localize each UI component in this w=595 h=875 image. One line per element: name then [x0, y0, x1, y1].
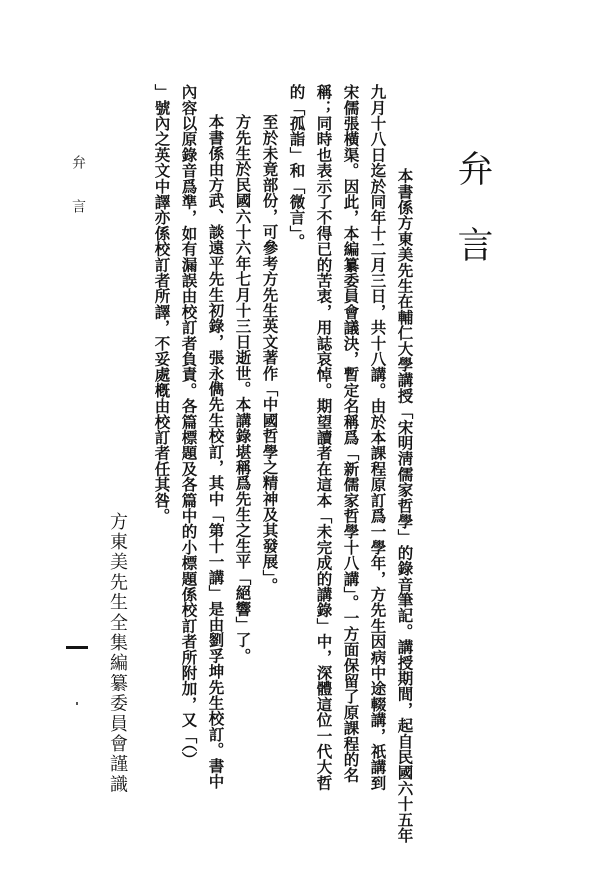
attribution: 方東美先生全集編纂委員會謹識	[107, 512, 128, 795]
text-column: 至於未竟部份，可參考方先生英文著作「中國哲學之精神及其發展」。	[260, 114, 280, 593]
page-number	[66, 646, 88, 649]
text-column: 」號內之英文中譯亦係校訂者所譯，不妥處槪由校訂者任其咎。	[152, 84, 172, 524]
text-column: 內容以原錄音爲準，如有漏誤由校訂者負責。各篇標題及各篇中的小標題係校訂者所附加，又「（）	[179, 84, 199, 768]
running-head: 弁言	[70, 155, 86, 243]
text-column: 的「孤詣」和「微言」。	[287, 84, 307, 249]
page-title: 弁言	[452, 150, 493, 302]
text-column: 本書係方東美先生在輔仁大學講授「宋明淸儒家哲學」的錄音筆記。講授期間，起自民國六十五年	[395, 168, 415, 844]
text-column: 方先生於民國六十六年七月十三日逝世。本講錄堪稱爲先生之生平「絕響」了。	[233, 114, 253, 664]
text-column: 九月十八日迄於同年十二月三日，共十八講。由於本課程原訂爲一學年，方先生因病中途輟講，祇講到	[368, 84, 388, 791]
text-column: 宋儒張橫渠。因此，本編纂委員會議決，暫定名稱爲「新儒家哲學十八講」。一方面保留了原課程的名	[341, 84, 361, 783]
text-column: 稱；同時也表示了不得已的苦衷，用誌哀悼。期望讀者在這本「未完成的講錄」中，深體這位一代大哲	[314, 84, 334, 791]
paper-speck	[76, 702, 78, 705]
text-column: 本書係由方武、談遠平先生初錄，張永儁先生校訂，其中「第十一講」是由劉孚坤先生校訂。書中	[206, 114, 226, 790]
